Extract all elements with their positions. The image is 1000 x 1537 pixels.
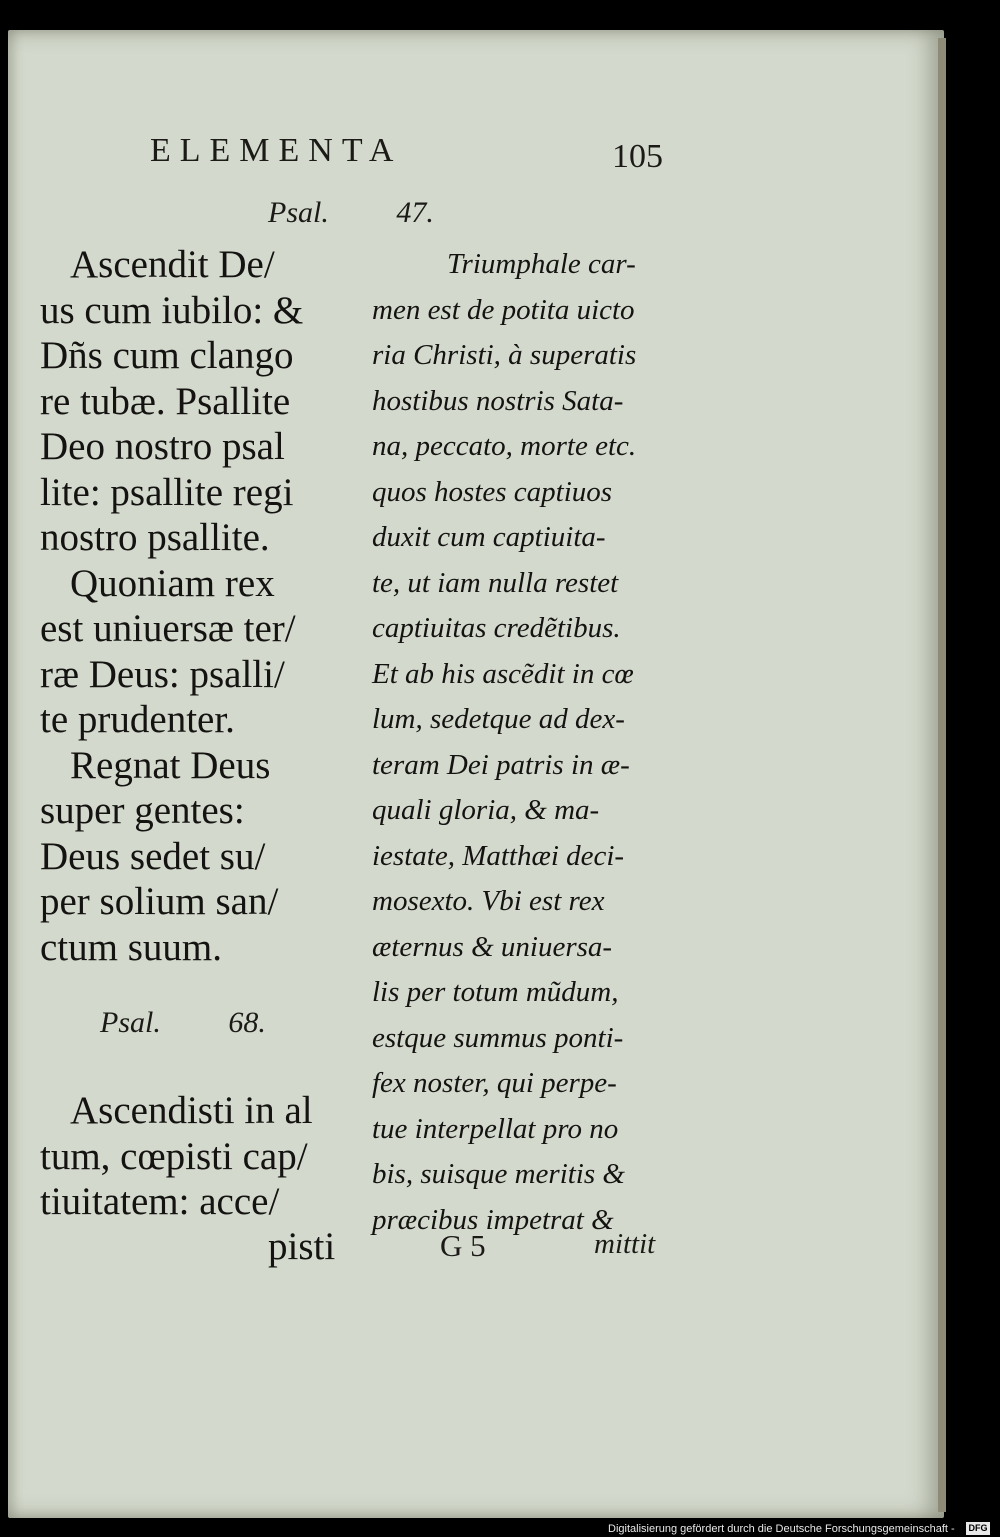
text-line: Dñs cum clango: [40, 334, 294, 377]
text-line: lis per totum mũdum,: [372, 976, 619, 1008]
psalm-reference-47: Psal. 47.: [268, 196, 434, 229]
text-line: estque summus ponti-: [372, 1021, 624, 1054]
commentary-column: [372, 242, 672, 1243]
text-line: men est de potita uicto: [372, 293, 635, 326]
psalm-reference-68: Psal. 68.: [100, 1006, 266, 1039]
running-head: ELEMENTA: [150, 132, 403, 169]
text-line: iestate, Matthæi deci-: [372, 839, 625, 872]
text-line: Quoniam rex: [70, 561, 275, 605]
text-line: Deus sedet su/: [40, 834, 266, 878]
text-line: lite: psallite regi: [40, 470, 294, 514]
catchword-left: pisti: [268, 1225, 336, 1268]
text-line: Et ab his ascẽdit in cœ: [372, 657, 634, 690]
text-line: bis, suisque meritis &: [372, 1158, 625, 1190]
text-line: Triumphale car-: [447, 248, 636, 280]
text-line: mosexto. Vbi est rex: [372, 885, 605, 917]
text-line: ctum suum.: [40, 925, 222, 969]
text-line: hostibus nostris Sata-: [372, 384, 624, 417]
page-number: 105: [612, 138, 663, 175]
text-line: nostro psallite.: [40, 516, 270, 559]
text-line: tiuitatem: acce/: [40, 1180, 280, 1223]
dfg-logo: DFG: [966, 1522, 990, 1535]
text-line: super gentes:: [40, 789, 245, 832]
left-column-block-2: [40, 1088, 345, 1225]
left-column-block-1: [40, 242, 345, 970]
text-line: quali gloria, & ma-: [372, 794, 600, 826]
text-line: Regnat Deus: [70, 743, 271, 787]
text-line: te, ut iam nulla restet: [372, 566, 619, 599]
text-line: lum, sedetque ad dex-: [372, 703, 625, 735]
catchword-right: mittit: [594, 1228, 656, 1260]
text-line: ria Christi, à superatis: [372, 339, 637, 371]
text-line: Ascendit De/: [70, 243, 275, 286]
text-line: præcibus impetrat &: [372, 1203, 614, 1236]
text-line: captiuitas credẽtibus.: [372, 612, 621, 644]
text-line: Deo nostro psal: [40, 425, 285, 468]
text-line: ræ Deus: psalli/: [40, 652, 285, 696]
text-line: tue interpellat pro no: [372, 1112, 619, 1145]
text-line: re tubæ. Psallite: [40, 379, 291, 423]
funding-credit: Digitalisierung gefördert durch die Deutsche Forschungsgemeinschaft -: [608, 1523, 955, 1535]
signature-mark: G 5: [440, 1228, 486, 1263]
page-edge: [938, 38, 946, 1512]
text-line: tum, cœpisti cap/: [40, 1134, 308, 1178]
text-line: duxit cum captiuita-: [372, 521, 606, 553]
text-line: te prudenter.: [40, 698, 235, 741]
text-line: est uniuersæ ter/: [40, 607, 296, 650]
text-line: teram Dei patris in æ-: [372, 748, 630, 781]
text-line: fex noster, qui perpe-: [372, 1067, 617, 1099]
text-line: us cum iubilo: &: [40, 288, 304, 332]
text-line: Ascendisti in al: [70, 1089, 313, 1132]
text-line: per solium san/: [40, 880, 279, 923]
text-line: na, peccato, morte etc.: [372, 430, 637, 462]
text-line: æternus & uniuersa-: [372, 930, 613, 963]
text-line: quos hostes captiuos: [372, 475, 613, 508]
